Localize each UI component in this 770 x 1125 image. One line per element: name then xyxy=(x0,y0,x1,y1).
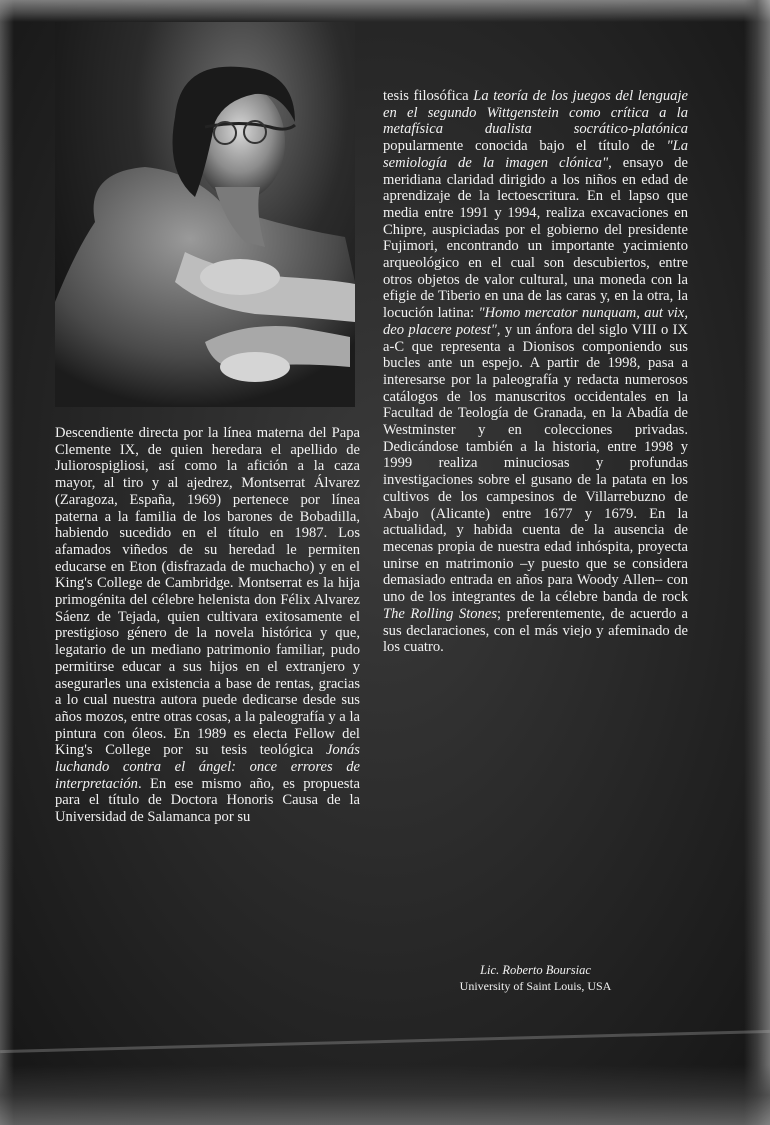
worn-edge-bottom xyxy=(0,1065,770,1125)
biography-column-left xyxy=(55,425,360,826)
signature-affiliation: University of Saint Louis, USA xyxy=(459,979,612,993)
worn-edge-right xyxy=(744,0,770,1125)
band-name: The Rolling Stones xyxy=(383,605,497,622)
biography-text: Descendiente directa por la línea materna del Papa Clemente IX, de quien heredara el apellido de Juliorospigliosi, así como la afición a la caza mayor, al tiro y al ajedrez, Montserrat Álvarez (Zaragoza, España, 1969) pertenece por línea paterna a la familia de los barones de Bobadilla, habiendo sucedido en el título en 1987. Los afamados viñedos de su heredad le permiten educarse en Eton (disfrazada de muchacho) y en el King's College de Cambridge. Montserrat es la hija primogénita del célebre helenista don Félix Alvarez Sáenz de Tejada, quien cultivara exitosamente el prestigioso género de la novela histórica y que, legatario de un mediano patrimonio familiar, pudo permitirse educar a sus hijos en el extranjero y asegurarles una existencia a base de rentas, gracias a lo cual nuestra autora puede dedicarse desde sus años mozos, entre otras cosas, a la paleografía y a la pintura con óleos. En 1989 es electa Fellow del King's College por su tesis teológica xyxy=(55,425,360,759)
worn-edge-top xyxy=(0,0,770,22)
biography-text: popularmente conocida bajo el título de xyxy=(383,138,667,155)
biography-italic-title: "La semiología de la imagen clónica" xyxy=(383,138,688,171)
biography-text: , ensayo de meridiana claridad dirigido a los niños en edad de aprendizaje de la lectoescritura. En el lapso que media entre 1991 y 1994, realiza excavaciones en Chipre, auspiciadas por el gobierno del presidente Fujimori, encontrando un importante yacimiento arqueológico en el cual son descubiertos, entre otros objetos de valor cultural, una moneda con la efigie de Tiberio en una de las caras y, en la otra, la locución latina: xyxy=(383,154,688,322)
biography-text: . En ese mismo año, es propuesta para el título de Doctora Honoris Causa de la Universidad de Salamanca por su xyxy=(55,775,360,826)
worn-edge-left xyxy=(0,0,14,1125)
signature-block xyxy=(383,962,688,994)
biography-paragraph-left xyxy=(55,425,360,826)
author-photo xyxy=(55,22,355,407)
biography-text: ; preferentemente, de acuerdo a sus declaraciones, con el más viejo y afeminado de los cuatro. xyxy=(383,605,688,656)
latin-quote: "Homo mercator nunquam, aut vix, deo placere potest" xyxy=(383,305,688,338)
biography-text: , y un ánfora del siglo VIII o IX a-C que representa a Dionisos componiendo sus bucles ante un espejo. A partir de 1998, pasa a interesarse por la paleografía y redacta numerosos catálogos de los manuscritos occidentales en la Facultad de Teología de Granada, en la Abadía de Westminster y en colecciones privadas. Dedicándose también a la historia, entre 1998 y 1999 realiza minuciosas y profundas investigaciones sobre el gusano de la patata en los cultivos de los campesinos de Villarrebuzno de Abajo (Alicante) entre 1677 y 1679. En la actualidad, y habida cuenta de la ausencia de mecenas propia de nuestra edad inhóspita, proyecta unirse en matrimonio –y puesto que se considera demasiado entrada en años para Woody Allen– con uno de los integrantes de la célebre banda de rock xyxy=(383,321,688,606)
biography-paragraph-right xyxy=(383,88,688,656)
biography-text: tesis filosófica xyxy=(383,88,474,104)
signature-name: Lic. Roberto Boursiac xyxy=(480,963,591,977)
paper-crease xyxy=(0,1030,770,1053)
biography-column-right xyxy=(383,88,688,656)
biography-italic-title: La teoría de los juegos del lenguaje en el segundo Wittgenstein como crítica a la metafísica dualista socrático-platónica xyxy=(383,88,688,138)
biography-italic-title: Jonás luchando contra el ángel: once errores de interpretación xyxy=(55,742,360,792)
